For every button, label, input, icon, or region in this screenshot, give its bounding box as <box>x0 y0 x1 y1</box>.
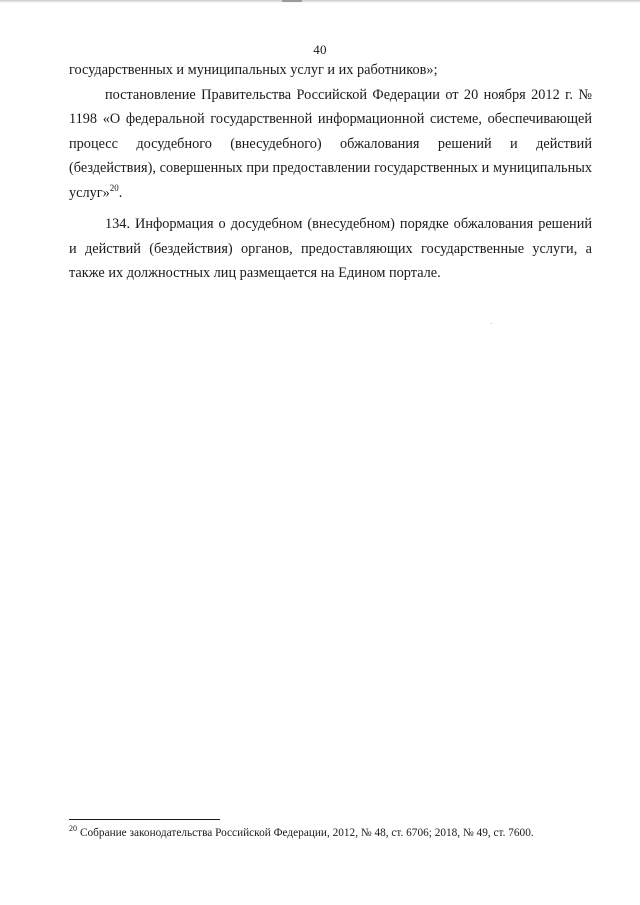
footnote-separator <box>69 819 220 820</box>
page-number: 40 <box>313 42 327 57</box>
footnote-mark: 20 <box>69 824 77 834</box>
paragraph-tail: . <box>118 184 123 201</box>
paragraph-continuation <box>69 58 592 83</box>
paragraph-item-134 <box>69 212 592 286</box>
paragraph-resolution <box>69 83 592 206</box>
page-top-edge <box>0 0 640 3</box>
footnote-text: Собрание законодательства Российской Федерации, 2012, № 48, ст. 6706; 2018, № 49, ст. 7600. <box>80 827 534 839</box>
paragraph-text: 134. Информация о досудебном (внесудебном) порядке обжалования решений и действий (бездействия) органов, предоставляющих государственные услуги, а также их должностных лиц размещается на Едином портале. <box>69 216 592 281</box>
paragraph-text: постановление Правительства Российской Федерации от 20 ноября 2012 г. № 1198 «О федеральной государственной информационной системе, обеспечивающей процесс досудебного (внесудебного) обжалования решений и действий (бездействия), совершенных при предоставлении государственных и муниципальных услуг» <box>69 86 592 201</box>
paragraph-text: государственных и муниципальных услуг и их работников»; <box>69 62 438 78</box>
document-body <box>69 58 592 286</box>
footnote-reference: 20 <box>109 182 119 193</box>
scan-artifact <box>491 323 492 324</box>
footnote <box>69 825 629 841</box>
